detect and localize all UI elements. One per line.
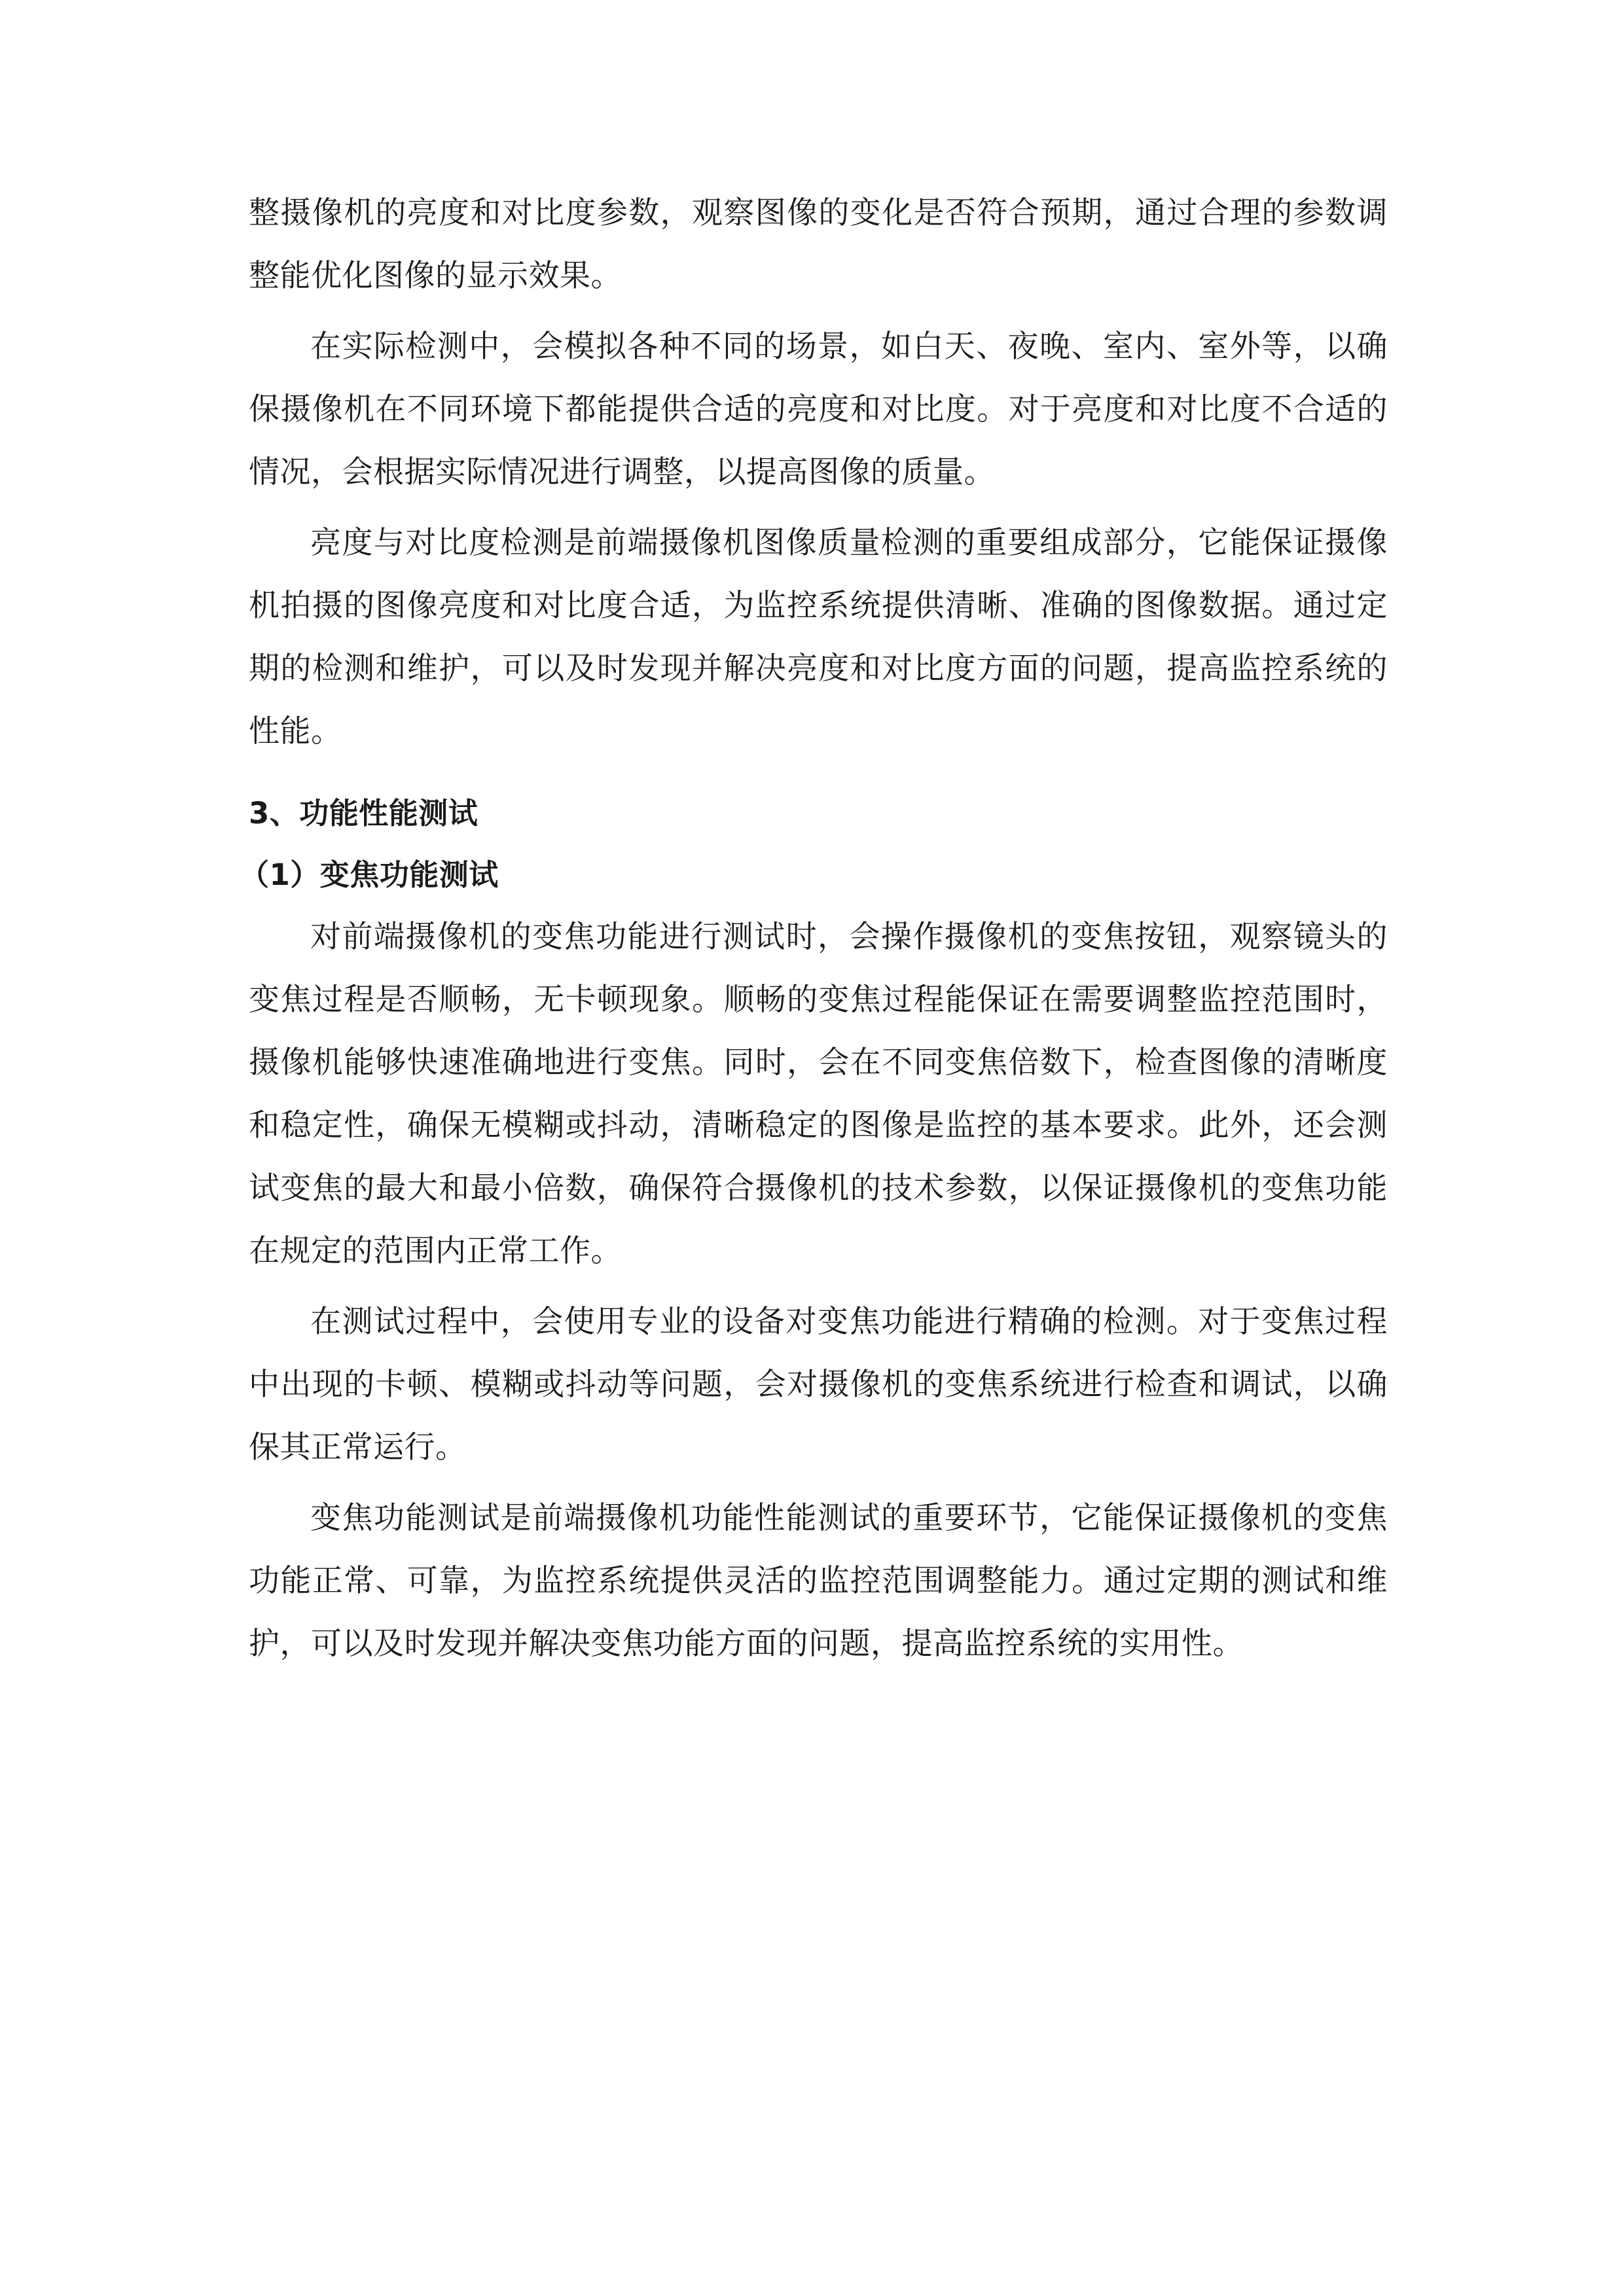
paragraph-zoom-test-equipment: 在测试过程中，会使用专业的设备对变焦功能进行精确的检测。对于变焦过程中出现的卡顿、模糊或抖动等问题，会对摄像机的变焦系统进行检查和调试，以确保其正常运行。 <box>249 1304 1388 1465</box>
sub-heading-zoom-function-test: （1）变焦功能测试 <box>240 857 499 892</box>
paragraph-zoom-test-summary: 变焦功能测试是前端摄像机功能性能测试的重要环节，它能保证摄像机的变焦功能正常、可靠，为监控系统提供灵活的监控范围调整能力。通过定期的测试和维护，可以及时发现并解决变焦功能方面的问题，提高监控系统的实用性。 <box>249 1500 1388 1662</box>
section-heading-function-performance-test: 3、功能性能测试 <box>249 796 478 831</box>
page-body <box>240 182 1388 1676</box>
paragraph-zoom-test-procedure: 对前端摄像机的变焦功能进行测试时，会操作摄像机的变焦按钮，观察镜头的变焦过程是否顺畅，无卡顿现象。顺畅的变焦过程能保证在需要调整监控范围时，摄像机能够快速准确地进行变焦。同时，会在不同变焦倍数下，检查图像的清晰度和稳定性，确保无模糊或抖动，清晰稳定的图像是监控的基本要求。此外，还会测试变焦的最大和最小倍数，确保符合摄像机的技术参数，以保证摄像机的变焦功能在规定的范围内正常工作。 <box>249 919 1388 1269</box>
paragraph-brightness-contrast-summary: 亮度与对比度检测是前端摄像机图像质量检测的重要组成部分，它能保证摄像机拍摄的图像亮度和对比度合适，为监控系统提供清晰、准确的图像数据。通过定期的检测和维护，可以及时发现并解决亮度和对比度方面的问题，提高监控系统的性能。 <box>249 525 1388 749</box>
paragraph-brightness-contrast-adjustment: 整摄像机的亮度和对比度参数，观察图像的变化是否符合预期，通过合理的参数调整能优化图像的显示效果。 <box>249 195 1388 294</box>
paragraph-scene-simulation: 在实际检测中，会模拟各种不同的场景，如白天、夜晚、室内、室外等，以确保摄像机在不同环境下都能提供合适的亮度和对比度。对于亮度和对比度不合适的情况，会根据实际情况进行调整，以提高图像的质量。 <box>249 329 1388 490</box>
